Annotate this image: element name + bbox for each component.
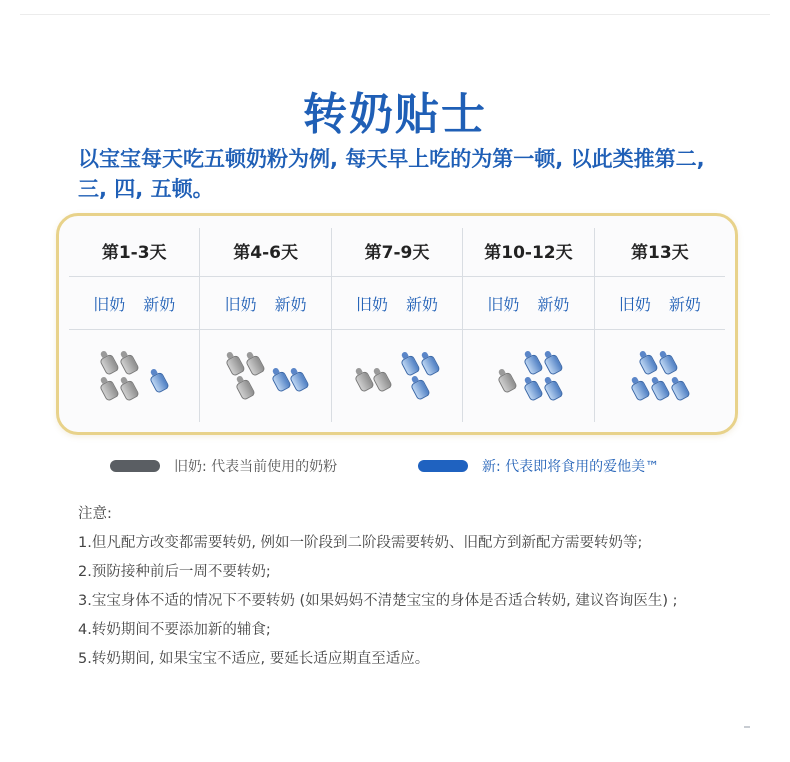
stage-labels [463,277,593,330]
new-milk-bottle-icon [146,366,170,394]
stage-labels [332,277,462,330]
stage-period: 第10-12天 [463,228,593,277]
new-milk-label: 新奶 [406,294,439,314]
new-milk-bottle-icon [407,373,431,401]
note-item: 5.转奶期间, 如果宝宝不适应, 要延长适应期直至适应。 [78,651,430,667]
new-milk-label: 新奶 [274,294,307,314]
old-bottle-group [101,350,137,402]
stage-bottles [332,330,462,422]
new-milk-bottle-icon [541,348,565,376]
old-milk-bottle-icon [96,348,120,376]
corner-mark [744,726,750,728]
note-item: 2.预防接种前后一周不要转奶; [78,564,271,580]
old-milk-bottle-icon [232,373,256,401]
page-title: 转奶贴士 [303,89,487,140]
old-bottle-group [495,358,515,394]
new-milk-bottle-icon [521,348,545,376]
new-milk-bottle-icon [417,349,441,377]
new-milk-bottle-icon [627,374,651,402]
stages-table [69,228,725,422]
stage-period: 第13天 [595,228,725,277]
top-divider [20,14,770,15]
new-bottle-group [273,359,307,393]
old-milk-swatch [110,460,160,472]
new-milk-bottle-icon [667,374,691,402]
stage-bottles [69,330,199,422]
old-milk-bottle-icon [96,374,120,402]
old-bottle-group [225,351,263,401]
stage-period: 第7-9天 [332,228,462,277]
note-item: 3.宝宝身体不适的情况下不要转奶 (如果妈妈不清楚宝宝的身体是否适合转奶, 建议咨询医生) ; [78,593,678,609]
legend-old-text: 旧奶: 代表当前使用的奶粉 [174,459,338,475]
schedule-panel [56,213,738,435]
new-bottle-group [632,350,688,402]
note-item: 1.但凡配方改变都需要转奶, 例如一阶段到二阶段需要转奶、旧配方到新配方需要转奶等; [78,535,643,551]
old-milk-label: 旧奶 [487,294,520,314]
old-milk-bottle-icon [242,349,266,377]
new-milk-label: 新奶 [668,294,701,314]
intro-text: 以宝宝每天吃五顿奶粉为例, 每天早上吃的为第一顿, 以此类推第二, 三, 四, 五顿。 [78,147,705,201]
old-milk-label: 旧奶 [356,294,389,314]
notes-heading: 注意: [78,506,112,522]
old-milk-bottle-icon [116,348,140,376]
old-milk-bottle-icon [116,374,140,402]
old-milk-label: 旧奶 [618,294,651,314]
note-item: 4.转奶期间不要添加新的辅食; [78,622,271,638]
new-milk-bottle-icon [655,348,679,376]
new-milk-bottle-icon [286,365,310,393]
stage-labels [595,277,725,330]
new-milk-label: 新奶 [143,294,176,314]
new-milk-label: 新奶 [537,294,570,314]
new-bottle-group [400,351,438,401]
stage-bottles [595,330,725,422]
stage-period: 第4-6天 [200,228,330,277]
old-milk-bottle-icon [495,366,519,394]
new-bottle-group [525,350,561,402]
new-bottle-group [147,358,167,394]
legend-new-text: 新: 代表即将食用的爱他美™ [482,459,660,475]
new-milk-swatch [418,460,468,472]
stage-column [463,228,594,422]
old-milk-label: 旧奶 [93,294,126,314]
stage-labels [69,277,199,330]
notes-section [78,500,758,674]
stage-labels [200,277,330,330]
stage-column [332,228,463,422]
stage-column [595,228,725,422]
stage-period: 第1-3天 [69,228,199,277]
legend-old [110,456,337,476]
old-milk-bottle-icon [222,349,246,377]
legend [0,456,790,478]
new-milk-bottle-icon [521,374,545,402]
old-milk-bottle-icon [369,365,393,393]
stage-column [200,228,331,422]
stage-bottles [200,330,330,422]
legend-new [418,456,659,476]
new-milk-bottle-icon [635,348,659,376]
old-bottle-group [356,359,390,393]
new-milk-bottle-icon [541,374,565,402]
stage-bottles [463,330,593,422]
new-milk-bottle-icon [647,374,671,402]
old-milk-label: 旧奶 [224,294,257,314]
stage-column [69,228,200,422]
new-milk-bottle-icon [397,349,421,377]
